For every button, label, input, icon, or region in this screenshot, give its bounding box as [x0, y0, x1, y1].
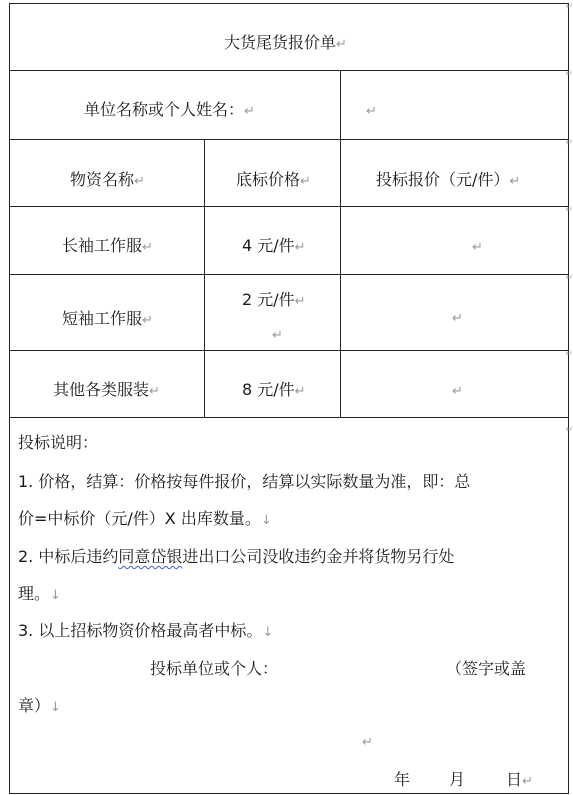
paragraph-mark: ↵	[362, 735, 373, 750]
paragraph-mark: ↵	[452, 384, 463, 399]
paragraph-mark: ↵	[300, 174, 311, 189]
paragraph-mark: ↵	[149, 384, 160, 399]
signer-label: 投标单位或个人：	[150, 659, 279, 678]
paragraph-mark: ↵	[294, 384, 306, 399]
edge-marker: ↵	[565, 349, 573, 359]
col-line-b	[340, 70, 341, 418]
edge-marker: ↵	[565, 2, 573, 12]
row-line-1	[9, 70, 568, 71]
paragraph-mark: ↵	[294, 294, 306, 309]
header-name: 物资名称↵	[70, 170, 145, 189]
edge-marker: ↵	[565, 273, 573, 283]
spellcheck-underline: 同意岱银	[118, 547, 183, 566]
paragraph-mark: ↵	[472, 240, 483, 255]
paragraph-mark: ↵	[366, 104, 377, 119]
item-base-price: 2 元/件↵	[242, 290, 306, 309]
note-line-1a: 1. 价格，结算：价格按每件报价，结算以实际数量为准，即：总	[18, 472, 471, 491]
line-break-mark: ↓	[50, 588, 61, 603]
item-bid-field[interactable]	[452, 380, 463, 402]
paragraph-mark: ↵	[142, 240, 153, 255]
name-value-field[interactable]	[366, 100, 377, 122]
edge-marker: ↵	[565, 138, 573, 148]
header-base-price: 底标价格↵	[236, 170, 311, 189]
paragraph-mark: ↵	[142, 313, 153, 328]
row-line-5	[9, 350, 568, 351]
paragraph-mark: ↵	[509, 174, 521, 189]
paragraph-mark: ↵	[294, 240, 306, 255]
paragraph-mark: ↵	[522, 774, 533, 789]
edge-marker: ↵	[565, 205, 573, 215]
date-day: 日↵	[506, 770, 533, 789]
item-base-price: 4 元/件↵	[242, 236, 306, 255]
row-line-3	[9, 206, 568, 207]
note-line-1b: 价=中标价（元/件）X 出库数量。↓	[18, 509, 272, 528]
line-break-mark: ↓	[262, 625, 274, 640]
sign-note-end: 章）↓	[18, 696, 61, 715]
row-line-2	[9, 139, 568, 140]
line-break-mark: ↓	[50, 700, 61, 715]
note-line-2a: 2. 中标后违约同意岱银进出口公司没收违约金并将货物另行处	[18, 547, 455, 566]
item-name: 其他各类服装↵	[53, 380, 160, 399]
date-year: 年	[394, 770, 411, 789]
col-line-a	[204, 139, 205, 418]
item-bid-field[interactable]	[452, 307, 463, 329]
item-bid-field[interactable]	[472, 236, 483, 258]
header-bid-price: 投标报价（元/件）↵	[376, 170, 521, 189]
paragraph-mark: ↵	[244, 104, 255, 119]
line-break-mark: ↓	[260, 513, 272, 528]
paragraph-mark: ↵	[134, 174, 145, 189]
paragraph-mark: ↵	[452, 311, 463, 326]
notes-heading: 投标说明：	[18, 433, 99, 452]
paragraph-mark: ↵	[336, 37, 347, 52]
row-line-6	[9, 417, 568, 418]
name-label: 单位名称或个人姓名：↵	[84, 100, 255, 119]
item-name: 短袖工作服↵	[62, 309, 153, 328]
row-line-4	[9, 274, 568, 275]
paragraph-mark: ↵	[272, 328, 283, 343]
date-month: 月	[449, 770, 466, 789]
edge-marker: ↵	[565, 69, 573, 79]
item-base-price: 8 元/件↵	[242, 380, 306, 399]
note-line-2b: 理。↓	[18, 584, 61, 603]
note-line-3: 3. 以上招标物资价格最高者中标。↓	[18, 621, 274, 640]
document-title: 大货尾货报价单↵	[224, 33, 347, 52]
sign-note: （签字或盖	[446, 659, 527, 678]
item-name: 长袖工作服↵	[62, 236, 153, 255]
edge-marker: ↵	[565, 425, 573, 435]
